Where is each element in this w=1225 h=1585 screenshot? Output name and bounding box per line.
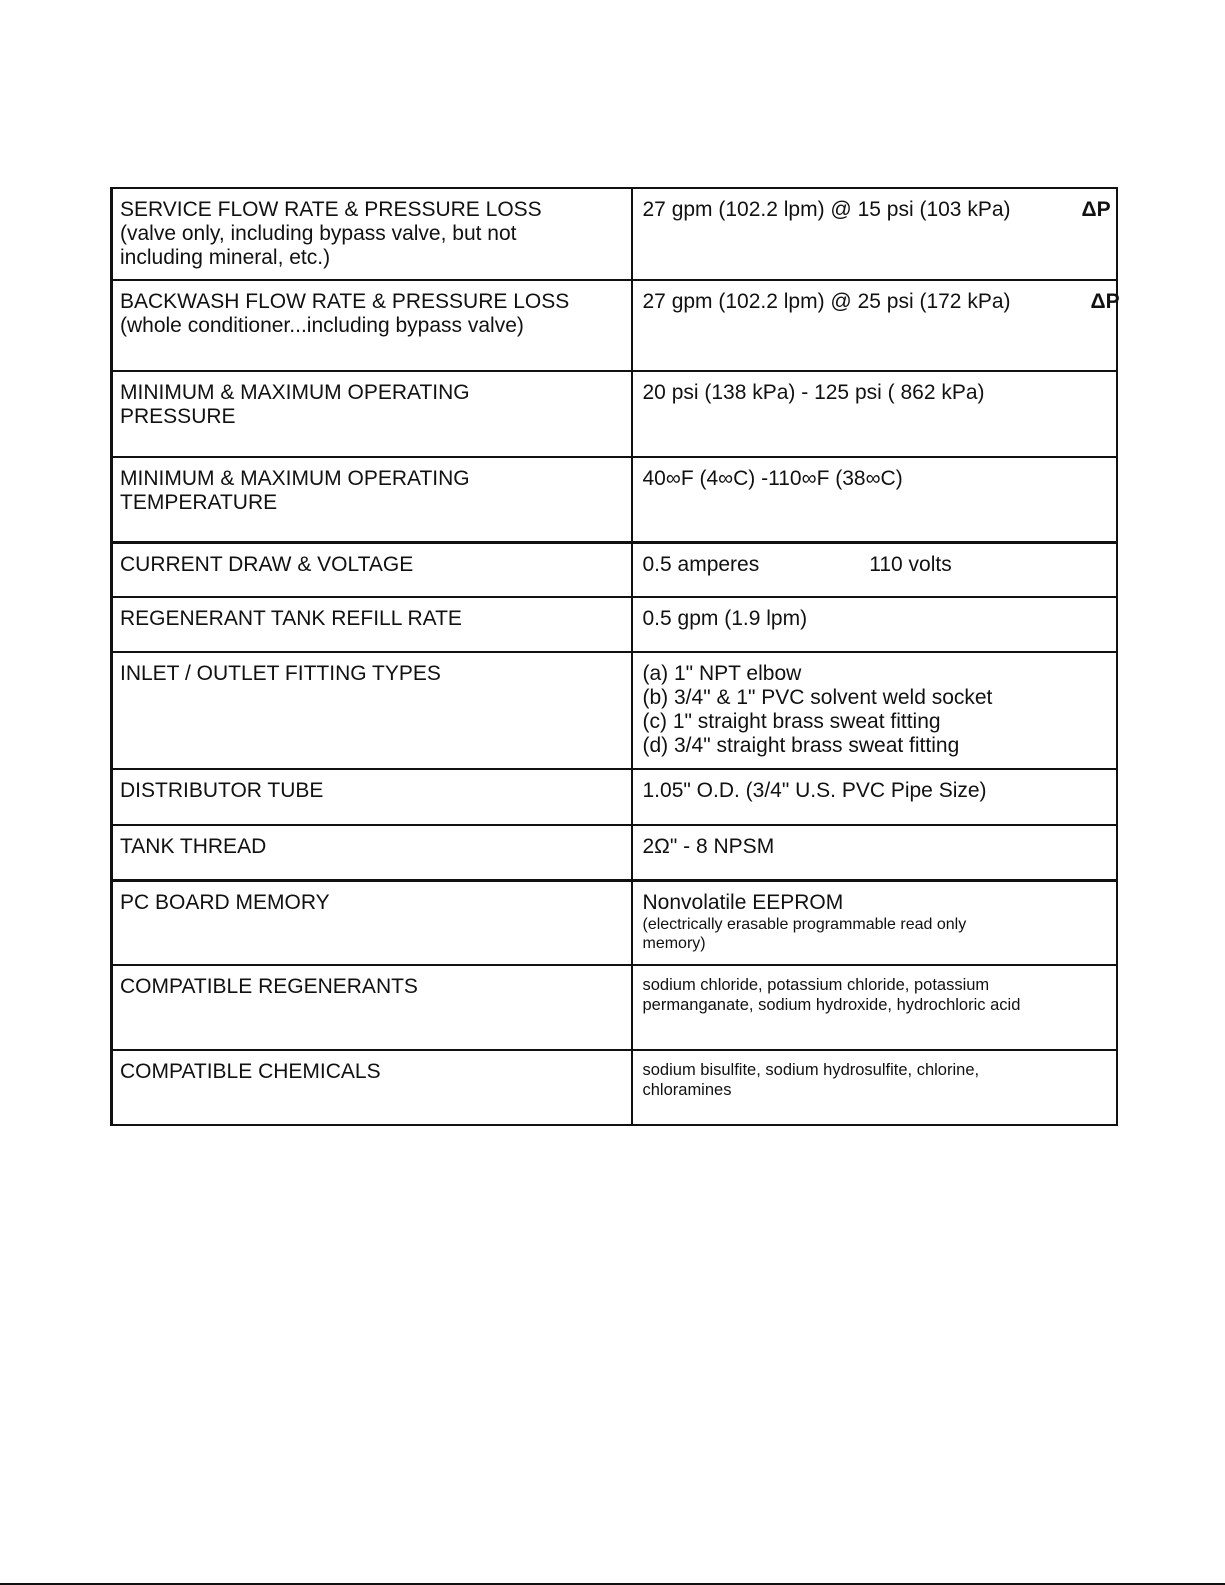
spec-label-cell [112,965,632,1050]
spec-label-text: REGENERANT TANK REFILL RATE [120,607,462,630]
fitting-type-item: (b) 3/4" & 1" PVC solvent weld socket [642,686,993,709]
spec-label-text: TANK THREAD [120,835,267,858]
spec-label-text: INLET / OUTLET FITTING TYPES [120,662,441,685]
spec-value-subtext: memory) [642,934,706,952]
spec-value-text: sodium bisulfite, sodium hydrosulfite, chlorine, [642,1061,980,1079]
delta-p-symbol: ΔP [1081,198,1111,221]
spec-label-text: BACKWASH FLOW RATE & PRESSURE LOSS [120,290,570,313]
spec-value-subtext: (electrically erasable programmable read only [642,915,967,933]
spec-value-text: 0.5 gpm (1.9 lpm) [642,607,808,630]
specifications-table [110,187,1118,1126]
table-row [112,769,1117,825]
table-row [112,880,1117,965]
spec-value-cell [632,880,1117,965]
spec-value-current: 0.5 amperes [642,552,760,576]
spec-value-text: 2Ω" - 8 NPSM [642,835,775,858]
spec-label-text: PRESSURE [120,405,236,428]
spec-label-cell [112,769,632,825]
spec-label-text: (valve only, including bypass valve, but not [120,222,517,245]
table-row [112,280,1117,371]
table-row [112,652,1117,769]
spec-label-text: DISTRIBUTOR TUBE [120,779,324,802]
table-row [112,457,1117,542]
spec-value-text: chloramines [642,1081,732,1099]
spec-value-text: Nonvolatile EEPROM [642,890,844,914]
fitting-type-item: (c) 1" straight brass sweat fitting [642,710,941,733]
spec-label-cell [112,457,632,542]
spec-label-cell [112,280,632,371]
delta-p-symbol: ΔP [1090,290,1120,313]
fitting-type-item: (d) 3/4" straight brass sweat fitting [642,734,960,757]
spec-value-text: 27 gpm (102.2 lpm) @ 25 psi (172 kPa) [642,290,1011,313]
spec-value-text: sodium chloride, potassium chloride, potassium [642,976,990,994]
spec-label-cell [112,1050,632,1125]
spec-label-cell [112,825,632,880]
spec-label-text: (whole conditioner...including bypass valve) [120,314,524,337]
fitting-type-item: (a) 1" NPT elbow [642,662,802,685]
table-row [112,1050,1117,1125]
spec-label-cell [112,542,632,597]
table-row [112,542,1117,597]
spec-label-text: SERVICE FLOW RATE & PRESSURE LOSS [120,198,542,221]
table-row [112,597,1117,652]
spec-label-text: PC BOARD MEMORY [120,890,330,914]
spec-label-text: MINIMUM & MAXIMUM OPERATING [120,467,470,490]
spec-label-text: COMPATIBLE CHEMICALS [120,1060,381,1083]
spec-label-cell [112,880,632,965]
spec-value-cell [632,280,1120,371]
spec-value-cell [632,371,1117,457]
spec-label-cell [112,597,632,652]
table-row [112,371,1117,457]
spec-value-cell [632,597,1117,652]
spec-value-text: 40∞F (4∞C) -110∞F (38∞C) [642,467,903,490]
spec-value-cell [632,769,1117,825]
spec-label-text: including mineral, etc.) [120,246,331,269]
spec-value-cell [632,542,1117,597]
spec-label-text: MINIMUM & MAXIMUM OPERATING [120,381,470,404]
table-row [112,965,1117,1050]
table-row [112,188,1117,280]
spec-value-voltage: 110 volts [869,552,952,576]
spec-value-text: permanganate, sodium hydroxide, hydrochloric acid [642,996,1021,1014]
spec-label-text: COMPATIBLE REGENERANTS [120,975,418,998]
spec-value-text: 20 psi (138 kPa) - 125 psi ( 862 kPa) [642,381,985,404]
spec-label-text: CURRENT DRAW & VOLTAGE [120,552,414,576]
spec-value-cell [632,965,1117,1050]
spec-value-cell [632,652,1117,769]
spec-value-text: 27 gpm (102.2 lpm) @ 15 psi (103 kPa) [642,198,1011,221]
table-row [112,825,1117,880]
spec-label-cell [112,371,632,457]
spec-value-text: 1.05" O.D. (3/4" U.S. PVC Pipe Size) [642,779,987,802]
spec-value-cell [632,825,1117,880]
spec-label-cell [112,188,632,280]
spec-value-cell [632,1050,1117,1125]
spec-label-text: TEMPERATURE [120,491,278,514]
spec-label-cell [112,652,632,769]
spec-value-cell [632,188,1117,280]
spec-value-cell [632,457,1117,542]
